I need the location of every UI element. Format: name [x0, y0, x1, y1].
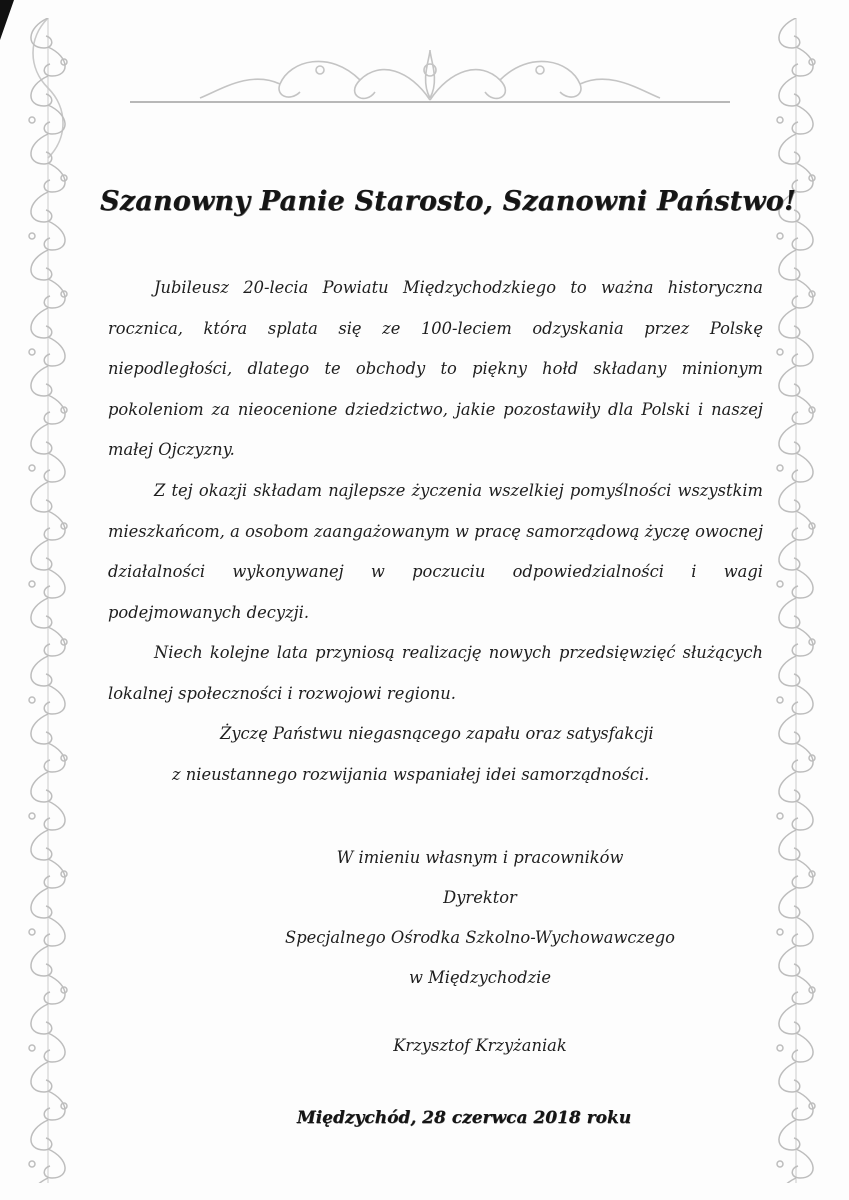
sender-institution: Specjalnego Ośrodka Szkolno-Wychowawczego: [285, 928, 675, 947]
place-and-date: Międzychód, 28 czerwca 2018 roku: [296, 1108, 632, 1128]
border-bead: [777, 1161, 783, 1167]
sender-title: Dyrektor: [443, 888, 517, 907]
border-bead: [777, 581, 783, 587]
sender-name: Krzysztof Krzyżaniak: [393, 1036, 567, 1055]
top-flourish-ornament: [130, 40, 730, 112]
border-bead: [777, 697, 783, 703]
border-bead: [777, 1045, 783, 1051]
border-bead: [777, 349, 783, 355]
border-bead: [29, 233, 35, 239]
border-bead: [777, 929, 783, 935]
border-bead: [29, 697, 35, 703]
salutation-heading: Szanowny Panie Starosto, Szanowni Państwo!: [100, 186, 797, 217]
border-bead: [777, 813, 783, 819]
paragraph-2: Z tej okazji składam najlepsze życzenia wszelkiej pomyślności wszystkim mieszkańcom, a osobom zaangażowanym w pracę samorządową życzę owocnej działalności wykonywanej w poczuciu odpowiedzialności i wagi podejmowanych decyzji.: [108, 480, 763, 622]
paragraph-1: Jubileusz 20-lecia Powiatu Międzychodzkiego to ważna historyczna rocznica, która splata się ze 100-leciem odzyskania przez Polskę niepodległości, dlatego te obchody to piękny hołd składany minionym pokoleniom za nieocenione dziedzictwo, jakie pozostawiły dla Polski i naszej małej Ojczyzny.: [108, 278, 763, 460]
closing-line-1: Życzę Państwu niegasnącego zapału oraz satysfakcji: [220, 724, 654, 743]
border-bead: [777, 465, 783, 471]
sender-line-on-behalf: W imieniu własnym i pracowników: [336, 848, 624, 867]
border-bead: [777, 233, 783, 239]
border-bead: [29, 929, 35, 935]
border-bead: [29, 117, 35, 123]
closing-wishes: [108, 714, 763, 795]
border-bead: [29, 581, 35, 587]
border-bead: [29, 465, 35, 471]
border-bead: [29, 349, 35, 355]
paragraph-3: Niech kolejne lata przyniosą realizację nowych przedsięwzięć służących lokalnej społeczności i rozwojowi regionu.: [108, 643, 763, 703]
scan-corner-mark: [0, 0, 14, 40]
left-ornamental-border: [20, 18, 76, 1183]
border-bead: [29, 813, 35, 819]
sender-block: [200, 838, 760, 998]
closing-line-2: z nieustannego rozwijania wspaniałej idei samorządności.: [172, 764, 650, 784]
border-bead: [777, 117, 783, 123]
border-bead: [29, 1045, 35, 1051]
sender-location: w Międzychodzie: [408, 968, 552, 987]
border-bead: [29, 1161, 35, 1167]
letter-body: [108, 268, 763, 715]
